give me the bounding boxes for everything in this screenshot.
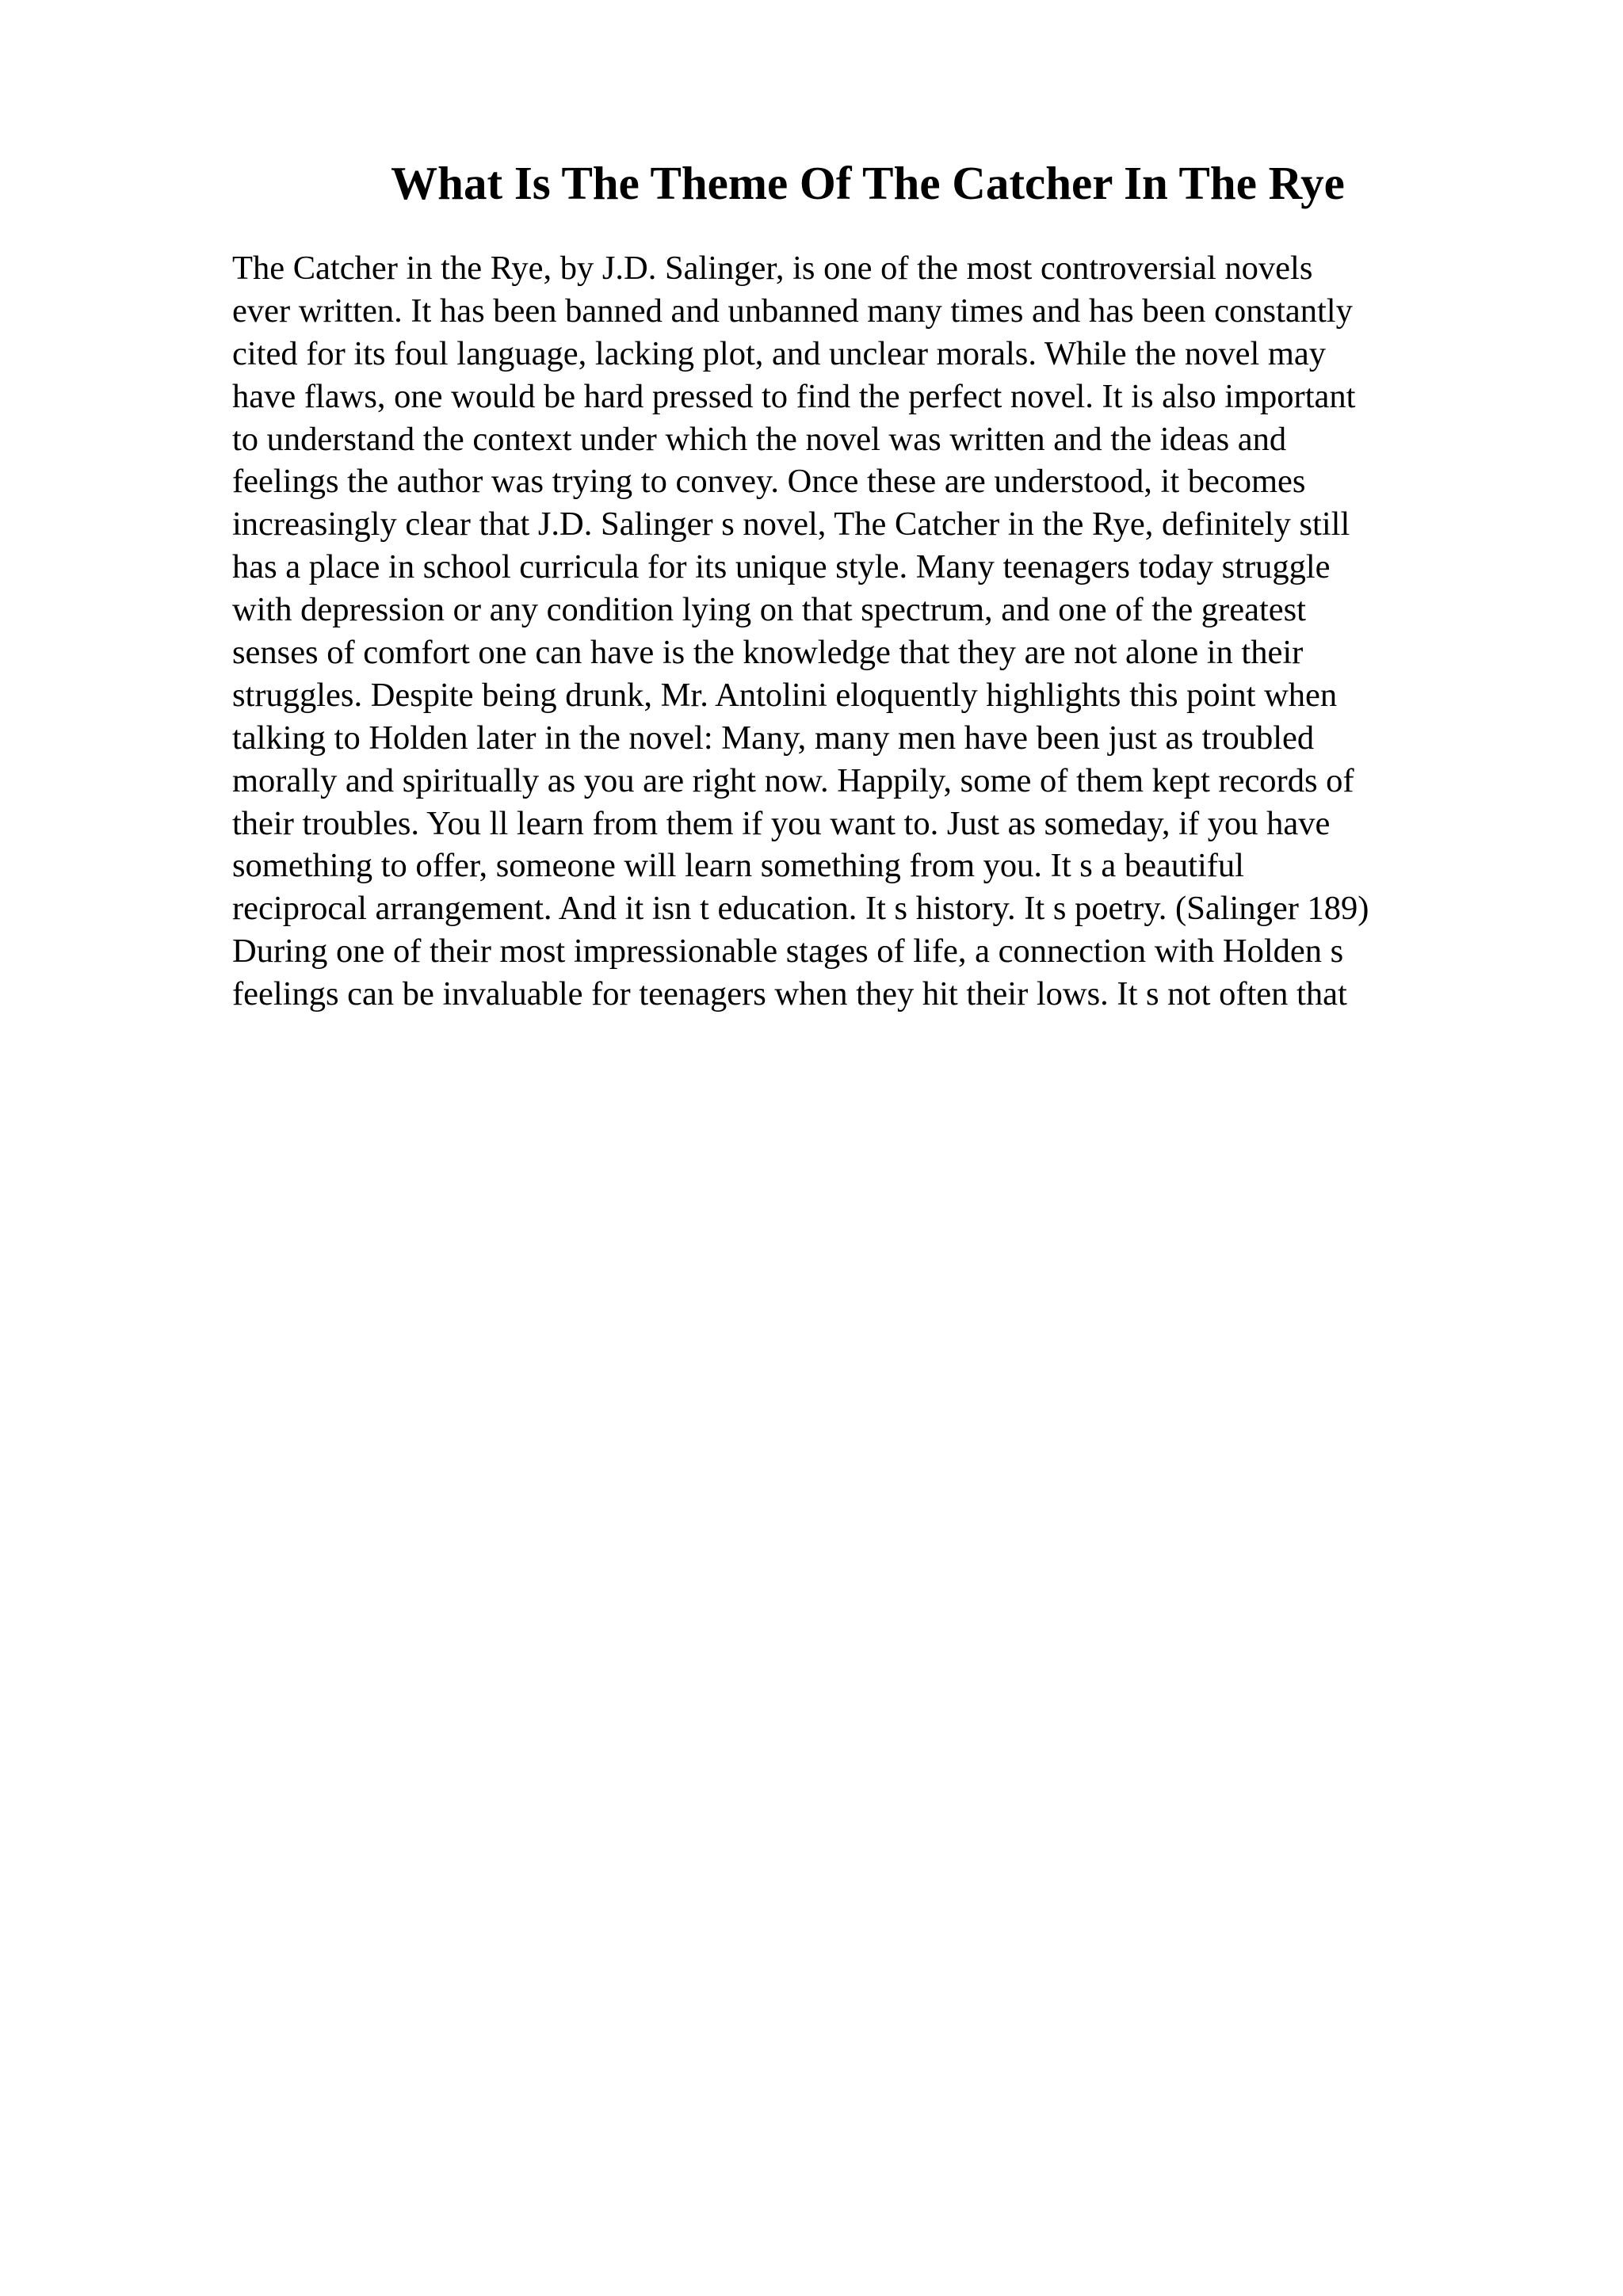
body-line: cited for its foul language, lacking plot, and unclear morals. While the novel may	[232, 334, 1327, 372]
body-line: reciprocal arrangement. And it isn t education. It s history. It s poetry. (Salinger 189)	[232, 890, 1369, 928]
body-line: ever written. It has been banned and unbanned many times and has been constantly	[232, 292, 1353, 330]
body-line: talking to Holden later in the novel: Many, many men have been just as troubled	[232, 719, 1315, 757]
body-line: have flaws, one would be hard pressed to find the perfect novel. It is also important	[232, 377, 1356, 415]
document-body	[232, 247, 1516, 1016]
body-line: During one of their most impressionable stages of life, a connection with Holden s	[232, 933, 1344, 971]
body-line: to understand the context under which the novel was written and the ideas and	[232, 420, 1287, 458]
body-line: struggles. Despite being drunk, Mr. Antolini eloquently highlights this point when	[232, 676, 1338, 714]
body-line: has a place in school curricula for its unique style. Many teenagers today struggle	[232, 548, 1331, 586]
body-line: senses of comfort one can have is the knowledge that they are not alone in their	[232, 634, 1304, 672]
body-line: feelings can be invaluable for teenagers when they hit their lows. It s not often that	[232, 975, 1347, 1013]
document-title: What Is The Theme Of The Catcher In The Rye	[391, 157, 1345, 209]
body-line: feelings the author was trying to convey. Once these are understood, it becomes	[232, 463, 1306, 501]
body-line: with depression or any condition lying on that spectrum, and one of the greatest	[232, 591, 1306, 629]
body-line: morally and spiritually as you are right now. Happily, some of them kept records of	[232, 761, 1354, 799]
body-line: The Catcher in the Rye, by J.D. Salinger, is one of the most controversial novels	[232, 250, 1313, 287]
body-line: increasingly clear that J.D. Salinger s novel, The Catcher in the Rye, definitely still	[232, 505, 1350, 543]
body-line: their troubles. You ll learn from them if you want to. Just as someday, if you have	[232, 804, 1331, 842]
body-line: something to offer, someone will learn something from you. It s a beautiful	[232, 847, 1244, 885]
